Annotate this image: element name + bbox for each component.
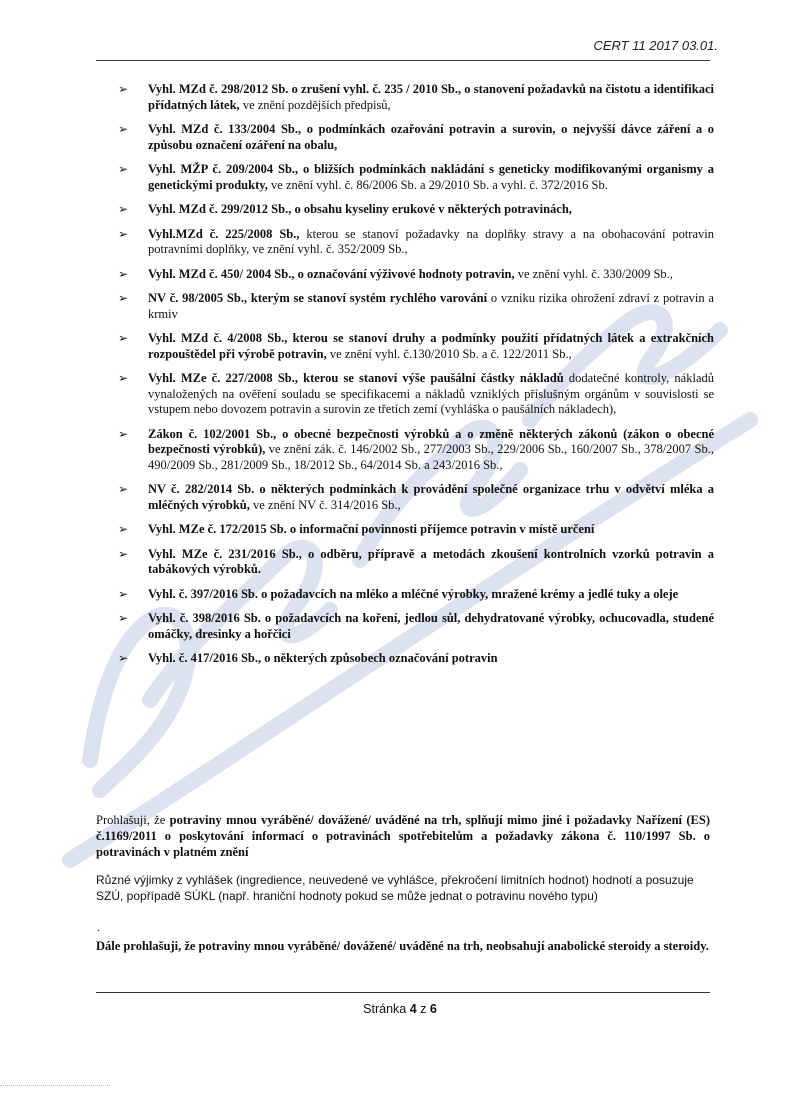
arrow-bullet-icon: ➢ — [118, 586, 129, 601]
arrow-bullet-icon: ➢ — [118, 426, 129, 441]
regulation-title: Vyhl. MZd č. 133/2004 Sb., o podmínkách ozařování potravin a surovin, o nejvyšší dávce záření a o způsobu označení ozáření na obalu, — [148, 122, 714, 152]
arrow-bullet-icon: ➢ — [118, 482, 129, 496]
regulation-note: ve znění vyhl. č.130/2010 Sb. a č. 122/2011 Sb., — [326, 346, 572, 361]
regulation-item — [118, 482, 714, 513]
arrow-bullet-icon: ➢ — [118, 202, 129, 216]
arrow-bullet-icon: ➢ — [118, 546, 129, 561]
page-number — [0, 1002, 800, 1016]
page-current: 4 — [409, 1002, 417, 1016]
page-total: 6 — [429, 1002, 437, 1016]
regulation-title: Vyhl. MZe č. 172/2015 Sb. o informační povinnosti příjemce potravin v místě určení — [148, 522, 595, 536]
arrow-bullet-icon: ➢ — [118, 651, 129, 665]
regulation-item — [118, 651, 714, 667]
page-separator: z — [416, 1002, 430, 1016]
regulation-list — [118, 82, 714, 676]
arrow-bullet-icon: ➢ — [118, 371, 129, 385]
declaration-paragraph-2: Dále prohlašuji, že potraviny mnou vyráběné/ dovážené/ uváděné na trh, neobsahují anabolické steroidy a steroidy. — [96, 939, 709, 953]
arrow-bullet-icon: ➢ — [118, 291, 129, 305]
regulation-note: ve znění NV č. 314/2016 Sb., — [249, 497, 401, 512]
header-divider — [96, 60, 710, 61]
regulation-title: Vyhl.MZd č. 225/2008 Sb., — [148, 226, 300, 241]
footer-divider — [96, 992, 710, 993]
regulation-item — [118, 122, 714, 153]
regulation-title: Vyhl. č. 397/2016 Sb. o požadavcích na mléko a mléčné výrobky, mražené krémy a jedlé tuky a oleje — [148, 586, 679, 601]
regulation-item — [118, 267, 714, 283]
arrow-bullet-icon: ➢ — [118, 611, 129, 625]
arrow-bullet-icon: ➢ — [118, 266, 129, 281]
document-code: CERT 11 2017 03.01. — [593, 38, 718, 53]
regulation-title: NV č. 98/2005 Sb., kterým se stanoví systém rychlého varování — [148, 291, 488, 305]
regulation-title: NV č. 282/2014 Sb. o některých podmínkách k provádění společné organizace trhu v odvětví mléka a mléčných výrobků, — [148, 482, 714, 512]
regulation-title: Vyhl. č. 417/2016 Sb., o některých způsobech označování potravin — [148, 651, 498, 665]
regulation-note: kterou se stanoví požadavky na doplňky stravy a na obohacování potravin potravními doplňky, ve znění vyhl. č. 352/2009 Sb., — [148, 226, 714, 256]
regulation-title: Vyhl. MŽP č. 209/2004 Sb., o bližších podmínkách nakládání s geneticky modifikovanými organismy a genetickými produkty, — [148, 162, 714, 192]
regulation-title: Vyhl. MZe č. 227/2008 Sb., kterou se stanoví výše paušální částky nákladů — [148, 371, 564, 385]
arrow-bullet-icon: ➢ — [118, 82, 129, 96]
stray-dot: . — [97, 920, 100, 934]
regulation-item — [118, 371, 714, 418]
regulation-item — [118, 162, 714, 193]
regulation-item — [118, 227, 714, 258]
regulation-note: dodatečné kontroly, nákladů vynaložených na ověření souladu se specifikacemi a nákladů vzniklých příslušným orgánům v souvislosti se vstupem nebo dovozem potravin a surovin ze třetích zemí (vyhláška o paušálních nákladech), — [148, 371, 715, 416]
regulation-item — [118, 202, 714, 218]
declaration-bold: potraviny mnou vyráběné/ dovážené/ uváděné na trh, splňují mimo jiné i požadavky Nařízení (ES) č.1169/2011 o poskytování informací o potravinách spotřebitelům a požadavky zákona č. 110/1997 Sb. o potravinách v platném znění — [96, 813, 710, 859]
regulation-title: Vyhl. MZe č. 231/2016 Sb., o odběru, přípravě a metodách zkoušení kontrolních vzorků potravin a tabákových výrobků. — [148, 546, 714, 576]
regulation-title: Vyhl. MZd č. 450/ 2004 Sb., o označování výživové hodnoty potravin, — [148, 266, 515, 281]
arrow-bullet-icon: ➢ — [118, 331, 129, 345]
regulation-title: Vyhl. MZd č. 4/2008 Sb., kterou se stanoví druhy a podmínky použití přídatných látek a extrakčních rozpouštědel při výrobě potravin, — [148, 331, 714, 361]
regulation-item — [118, 522, 714, 538]
page-prefix: Stránka — [363, 1002, 410, 1016]
regulation-item — [118, 547, 714, 578]
regulation-title: Vyhl. MZd č. 299/2012 Sb., o obsahu kyseliny erukové v některých potravinách, — [148, 202, 572, 216]
regulation-item — [118, 291, 714, 322]
regulation-title: Vyhl. MZd č. 298/2012 Sb. o zrušení vyhl. č. 235 / 2010 Sb., o stanovení požadavků na čistotu a identifikaci přídatných látek, — [148, 82, 714, 112]
arrow-bullet-icon: ➢ — [118, 226, 129, 241]
regulation-note: ve znění vyhl. č. 330/2009 Sb., — [514, 266, 673, 281]
regulation-note: ve znění zák. č. 146/2002 Sb., 277/2003 Sb., 229/2006 Sb., 160/2007 Sb., 378/2007 Sb., 490/2009 Sb., 281/2009 Sb., 18/2012 Sb., 64/2014 Sb. a 243/2016 Sb., — [148, 442, 714, 472]
arrow-bullet-icon: ➢ — [118, 122, 129, 136]
scan-edge-mark — [0, 1085, 110, 1086]
declaration-paragraph-1 — [96, 812, 710, 860]
regulation-item — [118, 82, 714, 113]
regulation-note: ve znění vyhl. č. 86/2006 Sb. a 29/2010 Sb. a vyhl. č. 372/2016 Sb. — [267, 177, 608, 192]
regulation-item — [118, 587, 714, 603]
regulation-item — [118, 611, 714, 642]
regulation-note: o vzniku rizika ohrožení zdraví z potravin a krmiv — [148, 291, 714, 321]
regulation-title: Zákon č. 102/2001 Sb., o obecné bezpečnosti výrobků a o změně některých zákonů (zákon o obecné bezpečnosti výrobků), — [148, 426, 714, 456]
regulation-note: ve znění pozdějších předpisů, — [239, 97, 391, 112]
arrow-bullet-icon: ➢ — [118, 522, 129, 536]
regulation-item — [118, 331, 714, 362]
regulation-item — [118, 427, 714, 474]
regulation-title: Vyhl. č. 398/2016 Sb. o požadavcích na koření, jedlou sůl, dehydratované výrobky, ochucovadla, studené omáčky, dresinky a hořčici — [148, 611, 714, 641]
exceptions-paragraph: Různé výjimky z vyhlášek (ingredience, neuvedené ve vyhlášce, překročení limitních hodnot) hodnotí a posuzuje SZÚ, popřípadě SÚKL (např. hraniční hodnoty pokud se může jednat o potravinu nového typu) — [96, 873, 694, 903]
declaration-intro: Prohlašuji, že — [96, 813, 170, 827]
arrow-bullet-icon: ➢ — [118, 162, 129, 176]
